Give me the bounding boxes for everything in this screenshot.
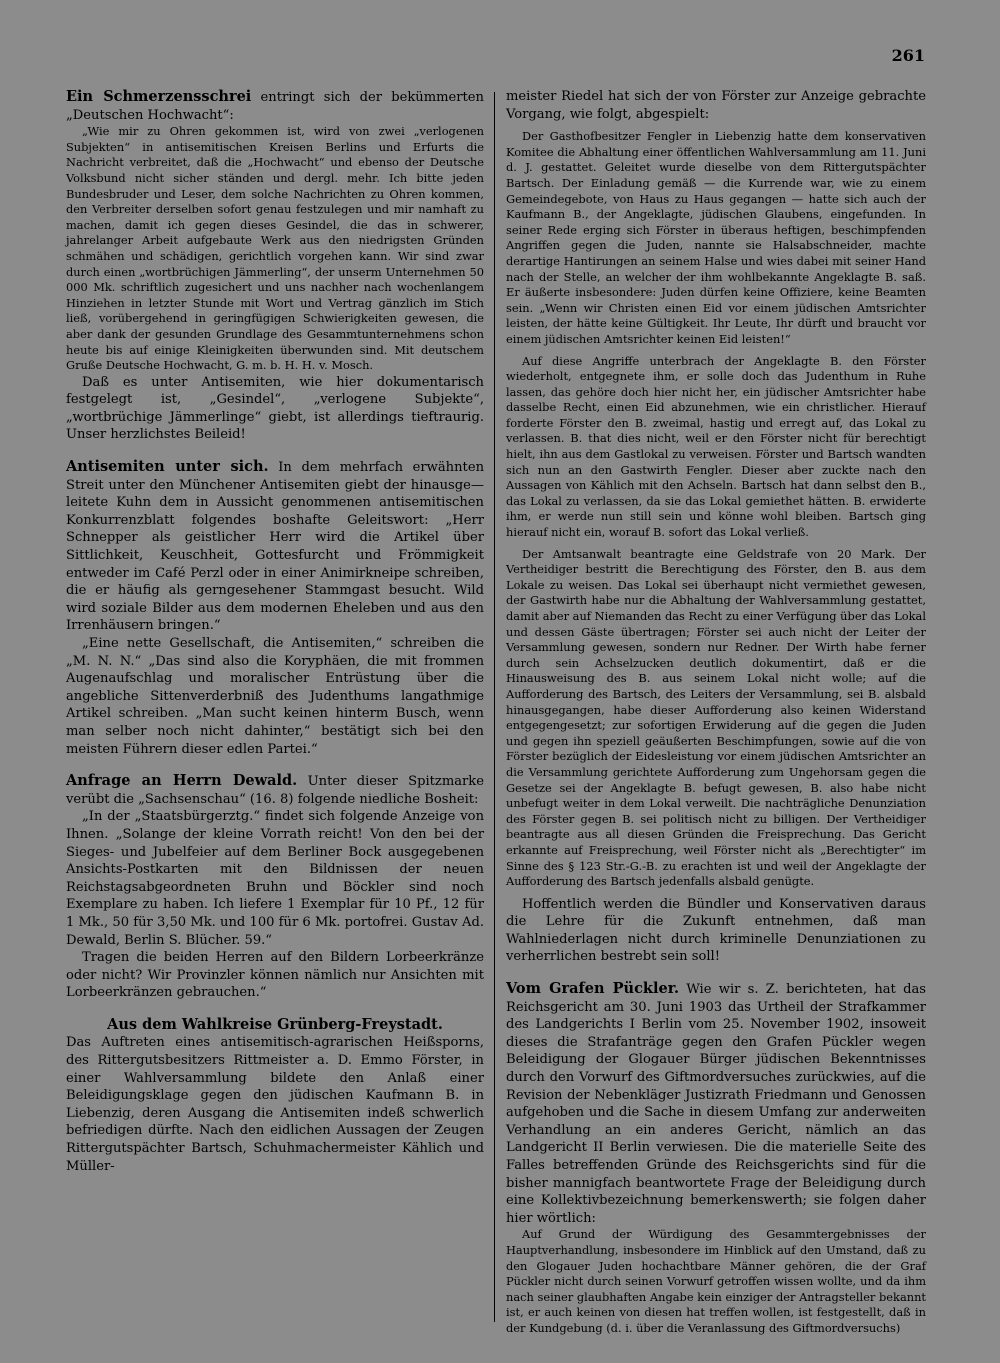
quote-gasthofbesitzer: Der Gasthofbesitzer Fengler in Liebenzig hatte dem konservativen Komitee die Abhaltung einer öffentlichen Wahlversammlung am 11. Juni d. J. gestattet. Geleitet wurde dieselbe von dem Rittergutspächter Bartsch. Der Einladung gemäß — die Kurrende war, wie zu einem Gemeindegebote, von Haus zu Haus gegangen — hatte sich auch der Kaufmann B., der Angeklagte, jüdischen Glaubens, eingefunden. In seiner Rede erging sich Förster in überaus heftigen, beschimpfenden Angriffen gegen die Juden, nannte sie Halsabschneider, machte derartige Hantirungen an seinem Halse und wies dabei mit seiner Hand nach der Stelle, an welcher der ihm wohlbekannte Angeklagte B. saß. Er äußerte insbesondere: Juden dürfen keine Offiziere, keine Beamten sein. „Wenn wir Christen einen Eid vor einem jüdischen Amtsrichter leisten, der hätte keine Gültigkeit. Ihr Leute, Ihr dürft und braucht vor einem jüdischen Amtsrichter keinen Eid leisten!“ (506, 129, 926, 346)
article-grafen-pueckler (506, 980, 926, 1227)
heading-grafen-pueckler: Vom Grafen Pückler. (506, 980, 680, 998)
right-column (506, 88, 926, 1337)
heading-antisemiten-unter-sich: Antisemiten unter sich. (66, 458, 269, 476)
paragraph-beileid: Daß es unter Antisemiten, wie hier dokumentarisch festgelegt ist, „Gesindel“, „verlogene Subjekte“, „wortbrüchige Jämmerlinge“ giebt, ist allerdings tieftraurig. Unser herzlichstes Beileid! (66, 374, 484, 443)
quote-reichsgericht: Auf Grund der Würdigung des Gesammtergebnisses der Hauptverhandlung, insbesondere im Hinblick auf den Umstand, daß zu den Glogauer Juden hochachtbare Männer gehören, die der Graf Pückler nicht durch seinen Vorwurf getroffen wissen wollte, und da ihm nach seiner glaubhaften Angabe kein einziger der Antragsteller bekannt ist, er auch keinen von diesen hat treffen wollen, ist festgestellt, daß in der Kundgebung (d. i. über die Veranlassung des Giftmordversuchs) (506, 1227, 926, 1335)
page-number: 261 (891, 46, 925, 65)
quote-hochwacht: „Wie mir zu Ohren gekommen ist, wird von zwei „verlogenen Subjekten“ in antisemitischen Kreisen Berlins und Erfurts die Nachricht verbreitet, daß die „Hochwacht“ und ebenso der Deutsche Volksbund nicht sicher ständen und dergl. mehr. Ich bitte jeden Bundesbruder und Leser, dem solche Nachrichten zu Ohren kommen, den Verbreiter derselben sofort genau festzulegen und mir namhaft zu machen, damit ich gegen dieses Gesindel, die das in schwerer, jahrelanger Arbeit aufgebaute Werk aus den niedrigsten Gründen schmähen und schädigen, gerichtlich vorgehen kann. Wir sind zwar durch einen „wortbrüchigen Jämmerling“, der unserm Unternehmen 50 000 Mk. schriftlich zugesichert und uns nachher nach wochenlangem Hinziehen in letzter Stunde mit Wort und Vertrag gänzlich im Stich ließ, vorübergehend in geringfügigen Schwierigkeiten gewesen, die aber dank der gesunden Grundlage des Gesammtunternehmens schon heute bis auf einige Kleinigkeiten überwunden sind. Mit deutschem Gruße Deutsche Hochwacht, G. m. b. H. H. v. Mosch. (66, 124, 484, 373)
paragraph-nette-gesellschaft: „Eine nette Gesellschaft, die Antisemiten,“ schreiben die „M. N. N.“ „Das sind also die Koryphäen, die mit frommen Augenaufschlag und moralischer Entrüstung über die angebliche Sittenverderbniß des Judenthums langathmige Artikel schreiben. „Man sucht keinen hinterm Busch, wenn man selber noch nicht dahinter,“ bestätigt sich bei den meisten Führern dieser edlen Partei.“ (66, 636, 484, 757)
text-grafen-pueckler: Wie wir s. Z. berichteten, hat das Reichsgericht am 30. Juni 1903 das Urtheil der Strafkammer des Landgerichts I Berlin vom 25. November 1902, insoweit dieses die Strafanträge gegen den Grafen Pückler wegen Beleidigung der Glogauer Bürger jüdischen Bekenntnisses durch den Vorwurf des Giftmordversuches zurückwies, auf die Revision der Nebenkläger Justizrath Friedmann und Genossen aufgehoben und die Sache in diesem Umfang zur anderweiten Verhandlung an ein anderes Gericht, nämlich an das Landgericht II Berlin verwiesen. Die die materielle Seite des Falles betreffenden Gründe des Reichsgerichts sind für die bisher mannigfach beantwortete Frage der Beleidigung durch eine Kollektivbezeichnung bemerkenswerth; sie folgen daher hier wörtlich: (506, 982, 926, 1226)
article-antisemiten-unter-sich (66, 458, 484, 635)
quote-amtsanwalt: Der Amtsanwalt beantragte eine Geldstrafe von 20 Mark. Der Vertheidiger bestritt die Berechtigung des Förster, den B. aus dem Lokale zu weisen. Das Lokal sei überhaupt nicht vermiethet gewesen, der Gastwirth habe nur die Abhaltung der Wahlversammlung gestattet, damit aber auf Niemanden das Recht zu einer Verfügung über das Lokal und dessen Gäste übertragen; Förster sei auch nicht der Leiter der Versammlung gewesen, sondern nur Redner. Der Wirth habe ferner durch sein Achselzucken deutlich dokumentirt, daß er die Hinausweisung des B. aus seinem Lokal nicht wolle; auf die Aufforderung des Bartsch, des Leiters der Versammlung, sei B. alsbald hinausgegangen, habe dieser Aufforderung also keinen Widerstand entgegengesetzt; zur sofortigen Erwiderung auf die gegen die Juden und gegen ihn speziell geäußerten Beschimpfungen, sowie auf die von Förster bezüglich der Eidesleistung vor einem jüdischen Amtsrichter an die Versammlung gerichtete Aufforderung zum Ungehorsam gegen die Gesetze sei der Angeklagte B. befugt gewesen, B. also habe nicht unbefugt weiter in dem Lokal verweilt. Die nachträgliche Denunziation des Förster gegen B. sei politisch nicht zu billigen. Der Vertheidiger beantragte aus all diesen Gründen die Freisprechung. Das Gericht erkannte auf Freisprechung, weil Förster nicht als „Berechtigter“ im Sinne des § 123 Str.-G.-B. zu erachten ist und weil der Angeklagte der Aufforderung des Bartsch jedenfalls alsbald genügte. (506, 546, 926, 889)
quote-staatsbuergerztg: „In der „Staatsbürgerztg.“ findet sich folgende Anzeige von Ihnen. „Solange der kleine Vorrath reicht! Von den bei der Sieges- und Jubelfeier auf dem Berliner Bock ausgegebenen Ansichts-Postkarten mit den Bildnissen der neuen Reichstagsabgeordneten Bruhn und Böckler sind noch Exemplare zu haben. Ich liefere 1 Exemplar für 10 Pf., 12 für 1 Mk., 50 für 3,50 Mk. und 100 für 6 Mk. portofrei. Gustav Ad. Dewald, Berlin S. Blücher. 59.“ (66, 809, 484, 948)
text-antisemiten-unter-sich: In dem mehrfach erwähnten Streit unter den Münchener Antisemiten giebt der hinausge—leitete Kuhn dem in Aussicht genommenen antisemitischen Konkurrenzblatt folgendes boshafte Geleitswort: „Herr Schnepper als geistlicher Herr wird die Artikel über Sittlichkeit, Keuschheit, Gottesfurcht und Frömmigkeit entweder im Café Perzl oder in einer Animirkneipe schreiben, die er häufig als gerngesehener Stammgast besucht. Wild wird soziale Bilder aus dem modernen Eheleben und aus den Irrenhäusern bringen.“ (66, 460, 484, 634)
heading-anfrage-dewald: Anfrage an Herrn Dewald. (66, 772, 298, 790)
quote-angriffe: Auf diese Angriffe unterbrach der Angeklagte B. den Förster wiederholt, entgegnete ihm, er solle doch das Judenthum in Ruhe lassen, das gehöre doch hier nicht her, ein jüdischer Amtsrichter habe dasselbe Recht, einen Eid abzunehmen, wie ein christlicher. Hierauf forderte Förster den B. zweimal, hastig und erregt auf, das Lokal zu verlassen. B. that dies nicht, weil er den Förster nicht für berechtigt hielt, ihn aus dem Gastlokal zu verweisen. Förster und Bartsch wandten sich nun an den Gastwirth Fengler. Dieser aber zuckte nach den Aussagen von Kählich mit den Achseln. Bartsch hat dann selbst den B., das Lokal zu verlassen, da sie das Lokal gemiethet hätten. B. erwiderte ihm, er werde nun still sein und könne wohl bleiben. Bartsch ging hierauf nicht ein, worauf B. sofort das Lokal verließ. (506, 353, 926, 540)
paragraph-hoffentlich: Hoffentlich werden die Bündler und Konservativen daraus die Lehre für die Zukunft entnehmen, daß man Wahlniederlagen nicht durch kriminelle Denunziationen zu verherrlichen bestrebt sein soll! (506, 896, 926, 965)
article-anfrage-dewald (66, 772, 484, 808)
article-schmerzensschrei (66, 88, 484, 124)
heading-schmerzensschrei: Ein Schmerzensschrei (66, 88, 252, 105)
intro-schmerzensschrei: entringt sich der bekümmerten „Deutschen Hochwacht“: (66, 90, 484, 123)
left-column (66, 88, 484, 1175)
paragraph-lorbeerkraenze: Tragen die beiden Herren auf den Bildern Lorbeerkränze oder nicht? Wir Provinzler können nämlich nur Ansichten mit Lorbeerkränzen gebrauchen.“ (66, 950, 484, 1001)
continuation-riedel: meister Riedel hat sich der von Förster zur Anzeige gebrachte Vorgang, wie folgt, abgespielt: (506, 89, 926, 122)
intro-anfrage-dewald: Unter dieser Spitzmarke verübt die „Sachsenschau“ (16. 8) folgende niedliche Bosheit: (66, 774, 484, 807)
heading-gruenberg-freystadt: Aus dem Wahlkreise Grünberg-Freystadt. (107, 1015, 443, 1033)
text-gruenberg-freystadt: Das Auftreten eines antisemitisch-agrarischen Heißsporns, des Rittergutsbesitzers Rittmeister a. D. Emmo Förster, in einer Wahlversammlung bildete den Anlaß einer Beleidigungsklage gegen den jüdischen Kaufmann B. in Liebenzig, deren Ausgang die Antisemiten indeß schwerlich befriedigen dürfte. Nach den eidlichen Aussagen der Zeugen Rittergutspächter Bartsch, Schuhmachermeister Kählich und Müller- (66, 1035, 484, 1174)
column-divider (494, 92, 495, 1322)
